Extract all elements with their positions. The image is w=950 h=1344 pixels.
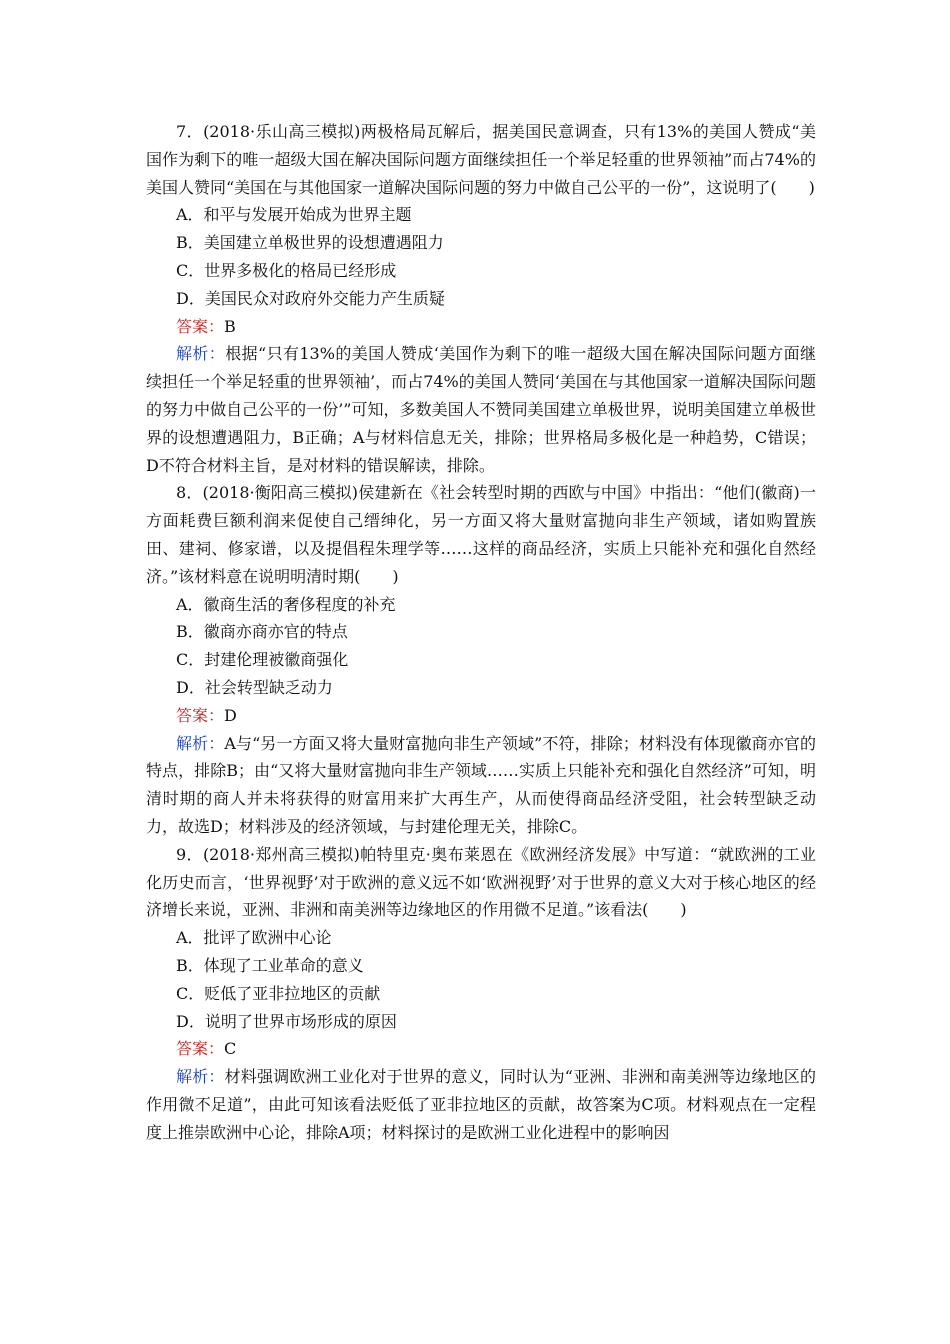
- option-a: A．和平与发展开始成为世界主题: [176, 205, 412, 225]
- explanation-text: 根据“只有13%的美国人赞成‘美国作为剩下的唯一超级大国在解决国际问题方面继续担任一个举足轻重的世界领袖’，而占74%的美国人赞同‘美国在与其他国家一道解决国际问题的努力中做自己公平的一份’”可知，多数美国人不赞同美国建立单极世界，说明美国建立单极世界的设想遭遇阻力，B正确；A与材料信息无关，排除；世界格局多极化是一种趋势，C错误；D不符合材料主旨，是对材料的错误解读，排除。: [146, 344, 816, 475]
- question-stem: [146, 479, 816, 590]
- answer-line: [146, 702, 816, 730]
- explanation-text: 材料强调欧洲工业化对于世界的意义，同时认为“亚洲、非洲和南美洲等边缘地区的作用微不足道”，由此可知该看法贬低了亚非拉地区的贡献，故答案为C项。材料观点在一定程度上推崇欧洲中心论，排除A项；材料探讨的是欧洲工业化进程中的影响因: [146, 1067, 816, 1142]
- question-9: [146, 841, 816, 1147]
- option-a: A．批评了欧洲中心论: [176, 928, 332, 948]
- answer-value: C: [224, 1039, 237, 1059]
- answer-line: [146, 1035, 816, 1063]
- option-c: C．世界多极化的格局已经形成: [176, 260, 397, 280]
- option-d: D．社会转型缺乏动力: [176, 677, 333, 697]
- question-list: [146, 118, 816, 1146]
- option-c: C．封建伦理被徽商强化: [176, 650, 349, 670]
- option-b: B．美国建立单极世界的设想遭遇阻力: [176, 233, 444, 253]
- question-stem: [146, 118, 816, 201]
- option-b: B．体现了工业革命的意义: [176, 955, 364, 975]
- explanation-label: 解析：: [176, 733, 225, 753]
- question-text: (2018·乐山高三模拟)两极格局瓦解后，据美国民意调查，只有13%的美国人赞成“美国作为剩下的唯一超级大国在解决国际问题方面继续担任一个举足轻重的世界领袖”而占74%的美国人赞同“美国在与其他国家一道解决国际问题的努力中做自己公平的一份”，这说明了( ): [146, 122, 816, 197]
- question-8: [146, 479, 816, 840]
- question-number: 8．: [176, 483, 203, 503]
- answer-label: 答案：: [176, 316, 225, 336]
- option-a: A．徽商生活的奢侈程度的补充: [176, 594, 396, 614]
- question-stem: [146, 841, 816, 924]
- answer-line: [146, 313, 816, 341]
- question-text: (2018·衡阳高三模拟)侯建新在《社会转型时期的西欧与中国》中指出：“他们(徽商)一方面耗费巨额利润来促使自己缙绅化，另一方面又将大量财富抛向非生产领域，诸如购置族田、建祠、修家谱，以及提倡程朱理学等……这样的商品经济，实质上只能补充和强化自然经济。”该材料意在说明明清时期( ): [146, 483, 816, 586]
- answer-value: B: [224, 316, 236, 336]
- question-number: 9．: [176, 844, 203, 864]
- explanation: [146, 340, 816, 479]
- answer-label: 答案：: [176, 705, 225, 725]
- option-c: C．贬低了亚非拉地区的贡献: [176, 983, 381, 1003]
- explanation-text: A与“另一方面又将大量财富抛向非生产领域”不符，排除；材料没有体现徽商亦官的特点，排除B；由“又将大量财富抛向非生产领域……实质上只能补充和强化自然经济”可知，明清时期的商人并未将获得的财富用来扩大再生产，从而使得商品经济受阻，社会转型缺乏动力，故选D；材料涉及的经济领域，与封建伦理无关，排除C。: [146, 733, 816, 836]
- explanation-label: 解析：: [176, 344, 226, 364]
- explanation: [146, 1063, 816, 1146]
- question-number: 7．: [176, 122, 204, 141]
- question-text: (2018·郑州高三模拟)帕特里克·奥布莱恩在《欧洲经济发展》中写道：“就欧洲的工业化历史而言，‘世界视野’对于欧洲的意义远不如‘欧洲视野’对于世界的意义大对于核心地区的经济增长来说，亚洲、非洲和南美洲等边缘地区的作用微不足道。”该看法( ): [146, 844, 816, 920]
- option-d: D．说明了世界市场形成的原因: [176, 1011, 397, 1031]
- answer-value: D: [224, 705, 237, 725]
- question-7: [146, 118, 816, 479]
- option-b: B．徽商亦商亦官的特点: [176, 622, 348, 642]
- explanation-label: 解析：: [176, 1067, 225, 1087]
- explanation: [146, 730, 816, 841]
- option-d: D．美国民众对政府外交能力产生质疑: [176, 288, 445, 308]
- answer-label: 答案：: [176, 1039, 225, 1059]
